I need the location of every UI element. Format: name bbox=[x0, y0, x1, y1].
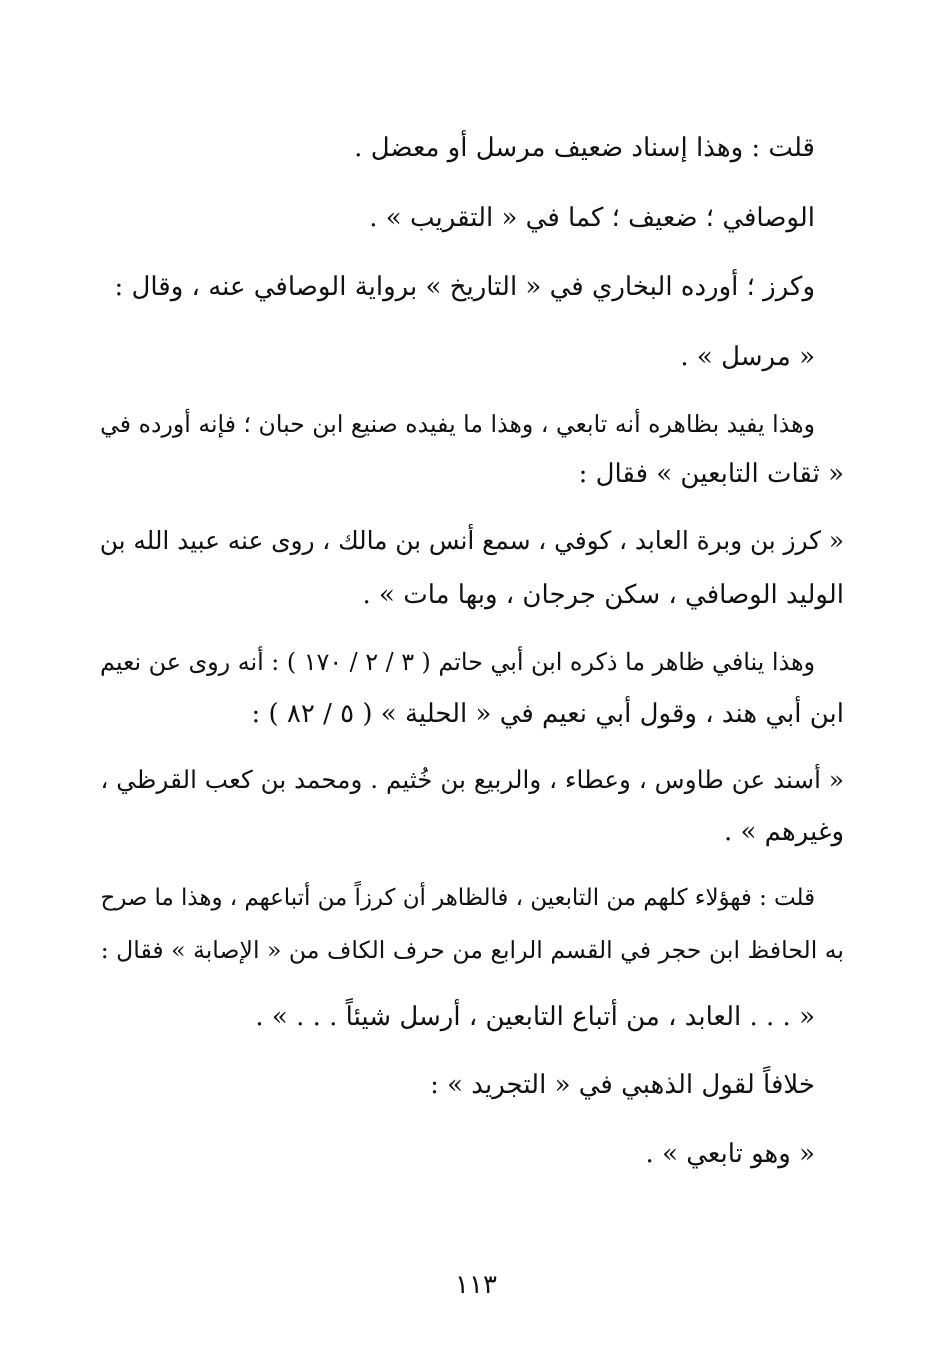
text-line-4: « مرسل » . bbox=[680, 342, 815, 372]
text-line-10: ابن أبي هند ، وقول أبي نعيم في « الحلية » ( ٥ / ٨٢ ) : bbox=[251, 699, 844, 729]
text-line-12: وغيرهم » . bbox=[723, 817, 844, 847]
text-line-1: قلت : وهذا إسناد ضعيف مرسل أو معضل . bbox=[354, 133, 815, 163]
text-line-9: وهذا ينافي ظاهر ما ذكره ابن أبي حاتم ( ٣ / ٢ / ١٧٠ ) : أنه روى عن نعيم bbox=[99, 648, 815, 676]
text-line-7: « كرز بن وبرة العابد ، كوفي ، سمع أنس بن مالك ، روى عنه عبيد الله بن bbox=[99, 526, 844, 555]
text-line-8: الوليد الوصافي ، سكن جرجان ، وبها مات » . bbox=[362, 580, 844, 610]
text-line-2: الوصافي ؛ ضعيف ؛ كما في « التقريب » . bbox=[369, 203, 815, 233]
text-line-15: « . . . العابد ، من أتباع التابعين ، أرسل شيئاً . . . » . bbox=[255, 1002, 815, 1032]
text-line-16: خلافاً لقول الذهبي في « التجريد » : bbox=[430, 1070, 815, 1100]
text-line-11: « أسند عن طاوس ، وعطاء ، والربيع بن خُثيم . ومحمد بن كعب القرظي ، bbox=[100, 765, 844, 794]
text-line-13: قلت : فهؤلاء كلهم من التابعين ، فالظاهر أن كرزاً من أتباعهم ، وهذا ما صرح bbox=[100, 885, 815, 911]
text-line-6: « ثقات التابعين » فقال : bbox=[578, 459, 844, 489]
page-number: ١١٣ bbox=[455, 1270, 497, 1300]
text-line-14: به الحافظ ابن حجر في القسم الرابع من حرف الكاف من « الإصابة » فقال : bbox=[100, 936, 844, 964]
text-line-3: وكرز ؛ أورده البخاري في « التاريخ » برواية الوصافي عنه ، وقال : bbox=[114, 272, 815, 302]
text-line-5: وهذا يفيد بظاهره أنه تابعي ، وهذا ما يفيده صنيع ابن حبان ؛ فإنه أورده في bbox=[100, 410, 815, 438]
text-line-17: « وهو تابعي » . bbox=[645, 1139, 815, 1169]
